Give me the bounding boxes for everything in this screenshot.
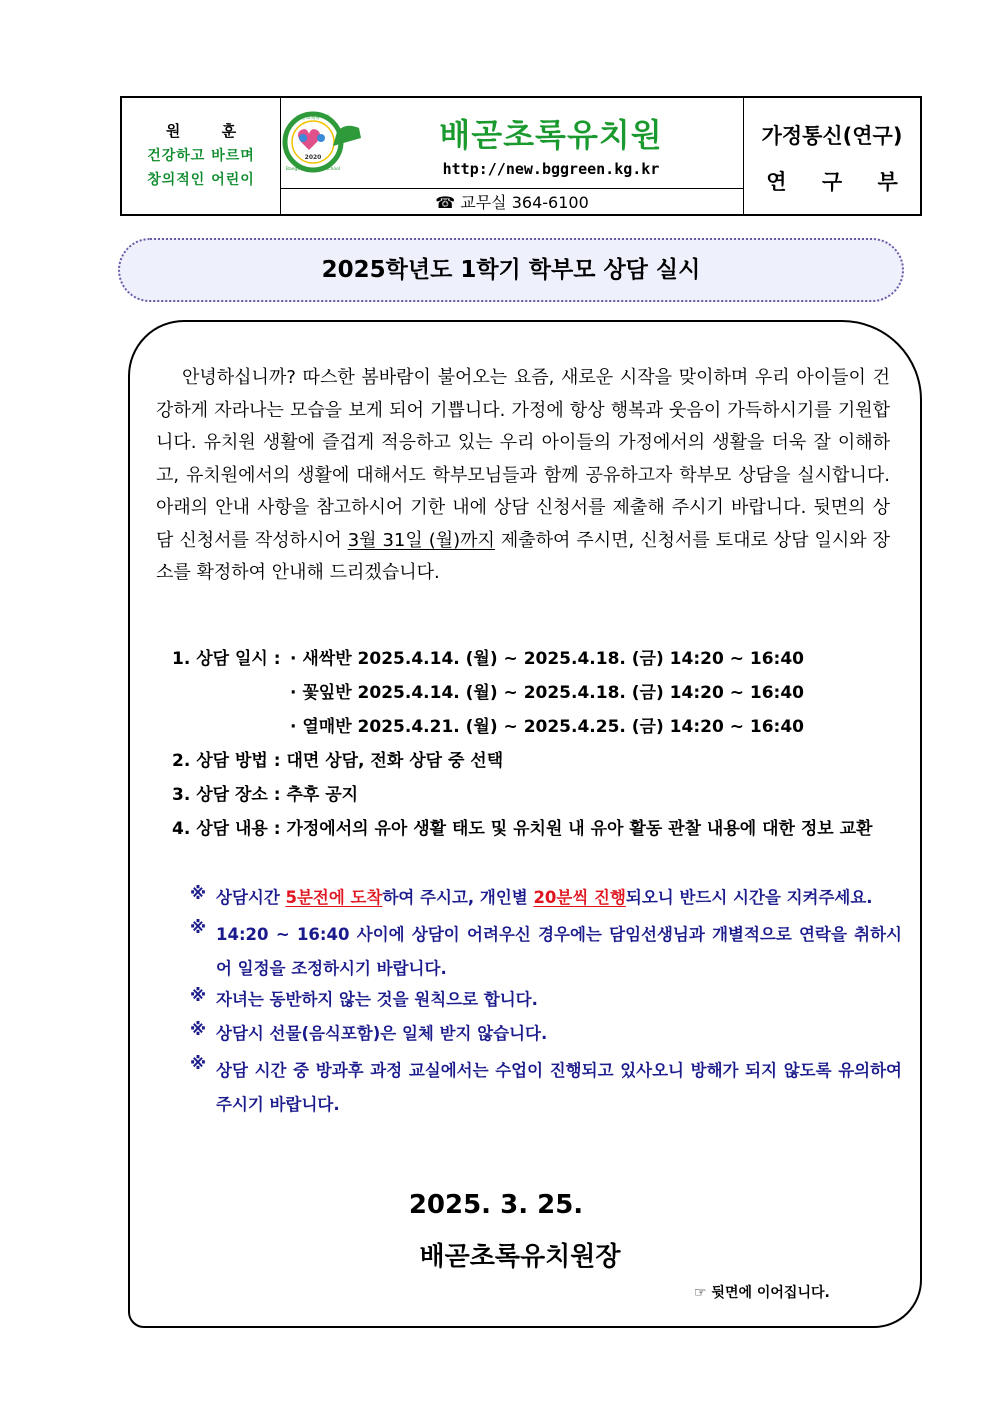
phone-icon: ☎ (435, 193, 456, 212)
continued-note: ☞ 뒷면에 이어집니다. (694, 1285, 830, 1301)
doc-type-cell (744, 98, 920, 214)
detail-label: 1. 상담 일시 : (172, 649, 281, 669)
phone-number: 교무실 364-6100 (460, 193, 589, 212)
reference-mark: ※ (190, 1054, 207, 1073)
notice-item (190, 884, 902, 912)
reference-mark: ※ (190, 1020, 207, 1039)
intro-text-after: 제출하여 주시면, 신청서를 토대로 상담 일시와 장소를 확정하여 안내해 드리겠습니다. (156, 529, 890, 583)
detail-label: 2. 상담 방법 : (172, 751, 281, 771)
detail-value: · 새싹반 2025.4.14. (월) ~ 2025.4.18. (금) 14:20 ~ 16:40 (290, 649, 804, 669)
notice-text: 상담 시간 중 방과후 과정 교실에서는 수업이 진행되고 있사오니 방해가 되지 않도록 유의하여 주시기 바랍니다. (216, 1061, 902, 1114)
notice-highlight-arrival: 5분전에 도착 (285, 888, 383, 907)
motto-title: 원 훈 (165, 122, 255, 140)
header-table (120, 96, 922, 216)
reference-mark: ※ (190, 884, 207, 903)
notice-text: 14:20 ~ 16:40 사이에 상담이 어려우신 경우에는 담임선생님과 개별적으로 연락을 취하시어 일정을 조정하시기 바랍니다. (216, 925, 902, 978)
notice-item (190, 986, 902, 1014)
detail-value: 대면 상담, 전화 상담 중 선택 (286, 751, 504, 771)
detail-label: 3. 상담 장소 : (172, 785, 281, 805)
detail-row-content (172, 814, 872, 839)
notice-highlight-duration: 20분씩 진행 (533, 888, 626, 907)
detail-label: 4. 상담 내용 : (172, 819, 281, 839)
notice-text: 하여 주시고, 개인별 (382, 888, 534, 907)
issue-date: 2025. 3. 25. (408, 1190, 584, 1220)
doc-type: 가정통신(연구) (761, 124, 903, 148)
detail-value: · 꽃잎반 2025.4.14. (월) ~ 2025.4.18. (금) 14:20 ~ 16:40 (290, 683, 804, 703)
notice-text: 상담시간 (216, 888, 286, 907)
signature: 배곧초록유치원장 (419, 1242, 621, 1272)
notice-item (190, 1020, 902, 1048)
detail-row-method (172, 746, 503, 771)
reference-mark: ※ (190, 918, 207, 937)
motto-cell (122, 98, 281, 214)
school-name: 배곧초록유치원 (439, 116, 663, 154)
school-url[interactable]: http://new.bggreen.kg.kr (442, 160, 660, 178)
logo-text-side: Baegot Green preschool (285, 167, 341, 172)
motto-line-1: 건강하고 바르며 (147, 148, 255, 164)
reference-mark: ※ (190, 986, 207, 1005)
logo-text-top: 배곧초록유치원 (296, 115, 330, 121)
phone-line (281, 190, 743, 213)
school-info-cell (281, 98, 744, 214)
intro-deadline: 3월 31일 (월)까지 (347, 529, 495, 551)
detail-value: 추후 공지 (286, 785, 359, 805)
motto-line-2: 창의적인 어린이 (147, 172, 255, 188)
detail-row-place (172, 780, 358, 805)
school-logo-icon (275, 108, 363, 174)
detail-row-date (172, 644, 281, 669)
notice-text: 자녀는 동반하지 않는 것을 원칙으로 합니다. (216, 990, 538, 1009)
page-title: 2025학년도 1학기 학부모 상담 실시 (118, 238, 904, 302)
notice-item (190, 918, 902, 986)
notice-text: 상담시 선물(음식포함)은 일체 받지 않습니다. (216, 1024, 548, 1043)
department: 연 구 부 (766, 170, 912, 194)
school-name-area (281, 98, 743, 189)
notice-text: 되오니 반드시 시간을 지켜주세요. (625, 888, 873, 907)
logo-year: 2020 (304, 154, 322, 161)
intro-paragraph (156, 362, 890, 590)
intro-text-before: 안녕하십니까? 따스한 봄바람이 불어오는 요즘, 새로운 시작을 맞이하며 우리 아이들이 건강하게 자라나는 모습을 보게 되어 기쁩니다. 가정에 항상 행복과 웃음이 가득하시기를 기원합니다. 유치원 생활에 즐겁게 적응하고 있는 우리 아이들의 가정에서의 생활을 더욱 잘 이해하고, 유치원에서의 생활에 대해서도 학부모님들과 함께 공유하고자 학부모 상담을 실시합니다. 아래의 안내 사항을 참고하시어 기한 내에 상담 신청서를 제출해 주시기 바랍니다. 뒷면의 상담 신청서를 작성하시어 (156, 367, 890, 551)
notice-item (190, 1054, 902, 1122)
detail-value: · 열매반 2025.4.21. (월) ~ 2025.4.25. (금) 14:20 ~ 16:40 (290, 717, 804, 737)
detail-value: 가정에서의 유아 생활 태도 및 유치원 내 유아 활동 관찰 내용에 대한 정보 교환 (286, 819, 873, 839)
